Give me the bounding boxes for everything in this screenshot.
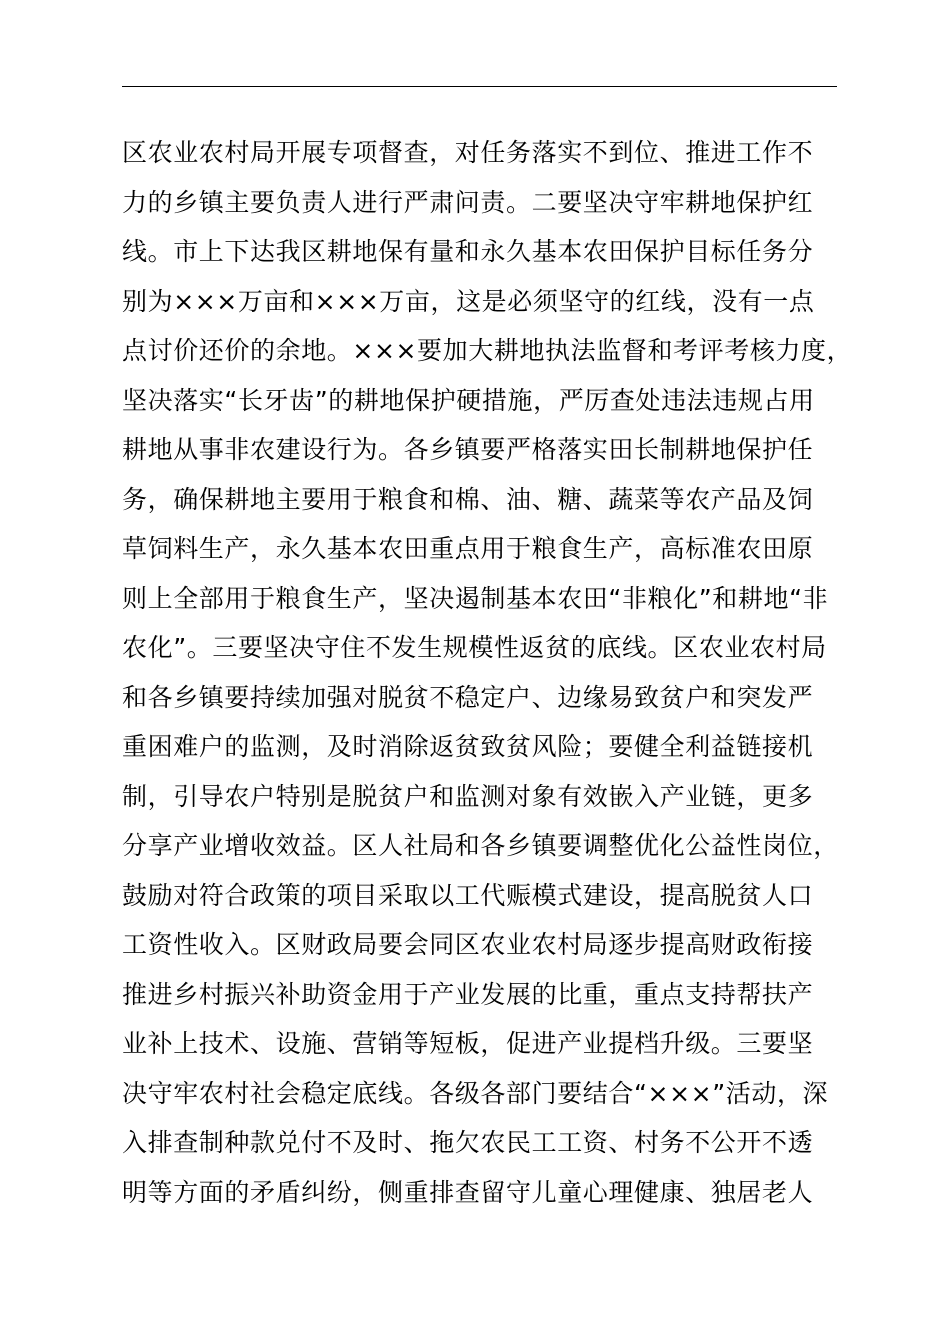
text-line: 决守牢农村社会稳定底线。各级各部门要结合“×××”活动，深 [122,1078,829,1108]
text-line: 明等方面的矛盾纠纷，侧重排查留守儿童心理健康、独居老人 [122,1177,814,1207]
text-line: 工资性收入。区财政局要会同区农业农村局逐步提高财政衔接 [122,930,814,959]
text-line: 耕地从事非农建设行为。各乡镇要严格落实田长制耕地保护任 [122,435,814,464]
text-line: 线。市上下达我区耕地保有量和永久基本农田保护目标任务分 [122,237,814,266]
text-line: 推进乡村振兴补助资金用于产业发展的比重，重点支持帮扶产 [122,979,814,1009]
text-line: 鼓励对符合政策的项目采取以工代赈模式建设，提高脱贫人口 [122,880,814,910]
header-rule [122,86,837,87]
text-line: 入排查制种款兑付不及时、拖欠农民工工资、村务不公开不透 [122,1128,814,1157]
body-paragraph [122,128,853,1217]
text-line: 业补上技术、设施、营销等短板，促进产业提档升级。三要坚 [122,1029,814,1058]
text-line: 力的乡镇主要负责人进行严肃问责。二要坚决守牢耕地保护红 [122,187,814,217]
text-line: 务，确保耕地主要用于粮食和棉、油、糖、蔬菜等农产品及饲 [122,484,814,514]
text-line: 制，引导农户特别是脱贫户和监测对象有效嵌入产业链，更多 [122,781,814,811]
text-line: 草饲料生产，永久基本农田重点用于粮食生产，高标准农田原 [122,534,814,563]
text-line: 和各乡镇要持续加强对脱贫不稳定户、边缘易致贫户和突发严 [122,682,814,712]
text-line: 分享产业增收效益。区人社局和各乡镇要调整优化公益性岗位， [122,831,839,860]
text-line: 则上全部用于粮食生产，坚决遏制基本农田“非粮化”和耕地“非 [122,583,829,613]
text-line: 坚决落实“长牙齿”的耕地保护硬措施，严厉查处违法违规占用 [122,385,815,415]
text-line: 重困难户的监测，及时消除返贫致贫风险；要健全利益链接机 [122,732,814,761]
text-line: 农化”。三要坚决守住不发生规模性返贫的底线。区农业农村局 [122,633,827,662]
text-line: 点讨价还价的余地。×××要加大耕地执法监督和考评考核力度， [122,336,853,365]
text-line: 区农业农村局开展专项督查，对任务落实不到位、推进工作不 [122,138,814,167]
text-line: 别为×××万亩和×××万亩，这是必须坚守的红线，没有一点 [122,286,815,316]
